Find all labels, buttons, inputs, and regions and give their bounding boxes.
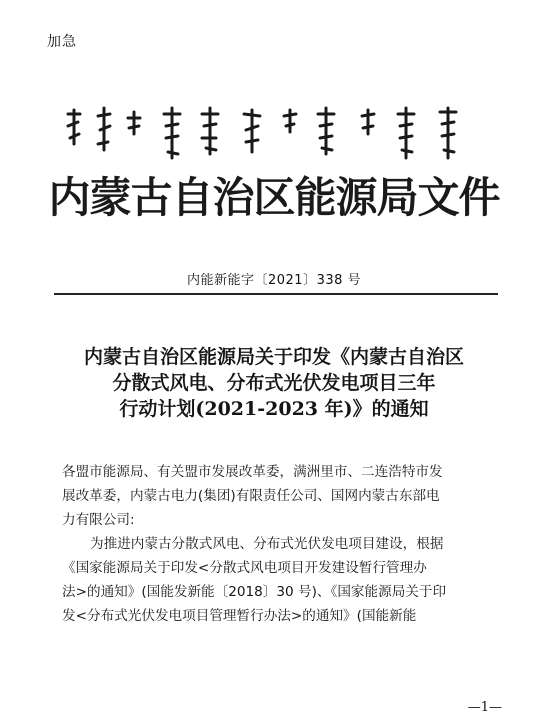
notice-title-line: 行动计划(2021-2023 年)》的通知 — [119, 398, 429, 420]
issuing-agency-title: 内蒙古自治区能源局文件 — [48, 173, 500, 222]
document-number: 内能新能字〔2021〕338 号 — [186, 273, 362, 288]
recipients-line: 展改革委，内蒙古电力(集团)有限责任公司、国网内蒙古东部电 — [62, 488, 440, 504]
page-number: —1— — [467, 700, 502, 715]
notice-title-line: 内蒙古自治区能源局关于印发《内蒙古自治区 — [83, 346, 464, 368]
recipients-line: 各盟市能源局、有关盟市发展改革委，满洲里市、二连浩特市发 — [62, 464, 443, 480]
paragraph-line: 法>的通知》(国能发新能〔2018〕30 号)、《国家能源局关于印 — [62, 584, 447, 600]
recipients-line: 力有限公司: — [62, 512, 135, 528]
paragraph-line: 发<分布式光伏发电项目管理暂行办法>的通知》(国能新能 — [62, 608, 417, 624]
mongolian-script-title — [60, 104, 500, 166]
notice-title-line: 分散式风电、分布式光伏发电项目三年 — [112, 372, 436, 394]
header-divider — [54, 293, 498, 295]
paragraph-line: 为推进内蒙古分散式风电、分布式光伏发电项目建设，根据 — [90, 536, 444, 552]
paragraph-line: 《国家能源局关于印发<分散式风电项目开发建设暂行管理办 — [62, 560, 427, 576]
notice-title — [40, 344, 508, 422]
notice-body — [62, 460, 510, 628]
urgency-label: 加急 — [47, 34, 77, 50]
